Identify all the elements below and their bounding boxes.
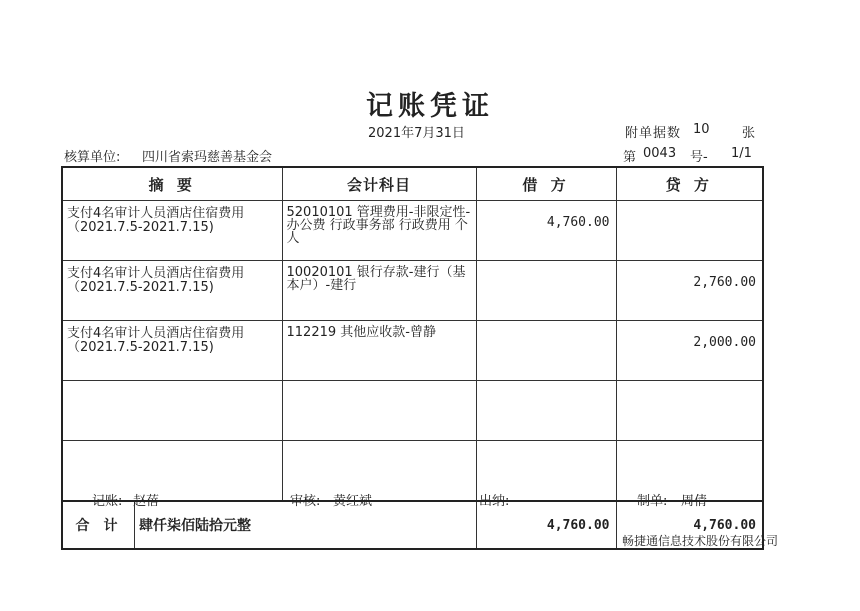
table-header-row	[62, 167, 763, 201]
header-credit: 贷 方	[616, 167, 763, 201]
accounting-unit-label: 核算单位:	[64, 150, 121, 165]
table-row	[62, 201, 763, 261]
header-debit: 借 方	[476, 167, 616, 201]
preparer-name: 周倩	[681, 494, 708, 509]
page-number: 1/1	[731, 146, 752, 161]
table-row	[62, 261, 763, 321]
row-debit: 4,760.00	[476, 201, 616, 261]
header-account: 会计科目	[282, 167, 476, 201]
row-debit	[476, 261, 616, 321]
accounting-unit-value: 四川省索玛慈善基金会	[142, 150, 273, 165]
row-summary: 支付4名审计人员酒店住宿费用（2021.7.5-2021.7.15)	[62, 261, 282, 321]
row-credit: 2,760.00	[616, 261, 763, 321]
voucher-number: 0043	[643, 146, 677, 161]
row-credit	[616, 201, 763, 261]
row-debit	[476, 321, 616, 381]
header-summary: 摘 要	[62, 167, 282, 201]
row-account	[282, 381, 476, 441]
row-credit: 2,000.00	[616, 321, 763, 381]
voucher-date: 2021年7月31日	[368, 126, 465, 141]
row-account: 112219 其他应收款-曾静	[282, 321, 476, 381]
table-row	[62, 381, 763, 441]
row-account: 52010101 管理费用-非限定性-办公费 行政事务部 行政费用 个人	[282, 201, 476, 261]
preparer-label: 制单:	[637, 494, 668, 509]
attachments-unit: 张	[742, 126, 756, 141]
voucher-number-suffix: 号-	[690, 150, 708, 165]
attachments-count: 10	[693, 122, 710, 137]
reviewer-label: 审核:	[290, 494, 321, 509]
row-summary: 支付4名审计人员酒店住宿费用（2021.7.5-2021.7.15)	[62, 321, 282, 381]
row-credit	[616, 381, 763, 441]
total-credit: 4,760.00	[616, 501, 763, 549]
total-label-cell	[62, 501, 476, 549]
total-debit: 4,760.00	[476, 501, 616, 549]
cashier-label: 出纳:	[479, 494, 510, 509]
bookkeeper-name: 赵蓓	[133, 494, 160, 509]
voucher-title: 记账凭证	[366, 91, 494, 122]
total-label: 合计	[63, 502, 135, 548]
reviewer-name: 黄红斌	[333, 494, 373, 509]
voucher-number-prefix: 第	[623, 150, 637, 165]
row-summary: 支付4名审计人员酒店住宿费用（2021.7.5-2021.7.15)	[62, 201, 282, 261]
table-row	[62, 321, 763, 381]
total-amount-words: 肆仟柒佰陆拾元整	[139, 518, 251, 534]
row-summary	[62, 381, 282, 441]
company-name: 畅捷通信息技术股份有限公司	[622, 534, 779, 548]
row-debit	[476, 381, 616, 441]
bookkeeper-label: 记账:	[92, 494, 123, 509]
row-account: 10020101 银行存款-建行（基本户）-建行	[282, 261, 476, 321]
attachments-label: 附单据数	[625, 126, 682, 141]
